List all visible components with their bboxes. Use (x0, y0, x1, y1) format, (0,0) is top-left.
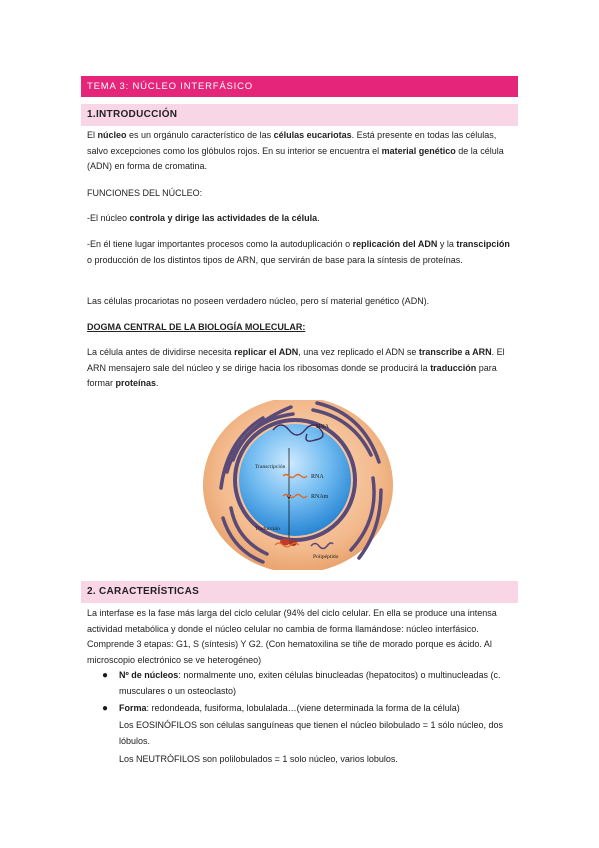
paragraph-interfase: La interfase es la fase más larga del ciclo celular (94% del ciclo celular. En ella se produce una intensa actividad metabólica y donde el núcleo celular no cambia de forma llamándose: núcleo interfásico. Comprende 3 etapas: G1, S (síntesis) Y G2. (Con hematoxilina se tiñe de morado porque es ácido. Al microscopio electrónico se ve heterogéneo) (87, 608, 497, 665)
document-title: TEMA 3: NÚCLEO INTERFÁSICO (81, 76, 518, 97)
bullet-icon: ● (102, 670, 109, 681)
cell-diagram (203, 400, 393, 570)
funcion-1: -El núcleo controla y dirige las actividades de la célula. (87, 213, 320, 223)
label-rnam: RNAm (311, 494, 329, 500)
label-transcripcion: Transcripción (255, 464, 286, 470)
section-heading-caracteristicas: 2. CARACTERÍSTICAS (81, 581, 518, 603)
funciones-label: FUNCIONES DEL NÚCLEO: (87, 188, 203, 198)
paragraph-procariotas: Las células procariotas no poseen verdadero núcleo, pero sí material genético (ADN). (87, 296, 430, 306)
paragraph-nucleo-definicion: El núcleo es un orgánulo característico de las células eucariotas. Está presente en todas las células, salvo excepciones como los glóbulos rojos. En su interior se encuentra el material genético de la célula (ADN) en forma de cromatina. (87, 130, 504, 171)
label-dna: DNA (316, 424, 329, 430)
dogma-heading: DOGMA CENTRAL DE LA BIOLOGÍA MOLECULAR: (87, 322, 306, 332)
paragraph-dogma: La célula antes de dividirse necesita replicar el ADN, una vez replicado el ADN se transcribe a ARN. El ARN mensajero sale del núcleo y se dirige hacia los ribosomas donde se producirá la traducción para formar proteínas. (87, 347, 505, 388)
nucleus (239, 424, 351, 536)
paragraph-eosinofilos: Los EOSINÓFILOS son células sanguíneas que tienen el núcleo bilobulado = 1 sólo núcleo, dos lóbulos. (119, 720, 503, 746)
label-polipeptido: Polipéptido (313, 554, 339, 560)
section-heading-introduccion: 1.INTRODUCCIÓN (81, 104, 518, 126)
list-item: ● Nº de núcleos: normalmente uno, exiten células binucleadas (hepatocitos) o multinucleadas (c. musculares o un osteoclasto) (102, 670, 501, 696)
label-traduccion: Traducción (255, 526, 280, 532)
funcion-2: -En él tiene lugar importantes procesos como la autoduplicación o replicación del ADN y la transcipción o producción de los distintos tipos de ARN, que servirán de base para la síntesis de proteínas. (87, 239, 510, 265)
label-rna: RNA (311, 474, 324, 480)
bullet-icon: ● (102, 703, 109, 714)
list-item: ● Forma: redondeada, fusiforma, lobulalada…(viene determinada la forma de la célula) (87, 701, 517, 717)
caracteristicas-list (87, 668, 517, 717)
paragraph-neutrofilos: Los NEUTRÓFILOS son polilobulados = 1 solo núcleo, varios lobulos. (119, 754, 398, 764)
